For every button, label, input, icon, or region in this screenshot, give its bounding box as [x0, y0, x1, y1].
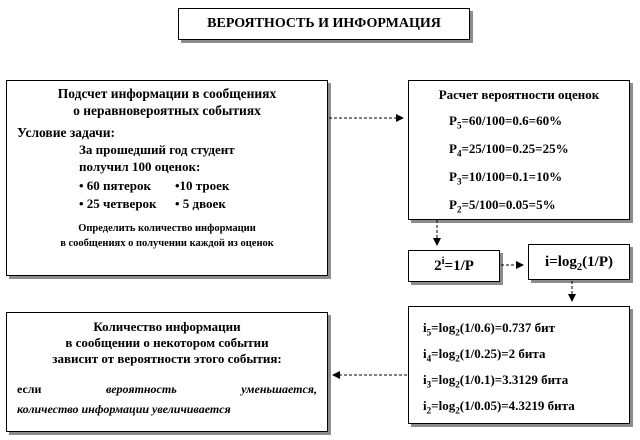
conclusion-word: если — [17, 382, 42, 396]
grades-list — [79, 177, 317, 213]
result-conclusion — [17, 379, 317, 419]
task-heading — [17, 85, 317, 119]
probability-row: $P_5=60/100=0.6=60\%$ — [449, 113, 563, 131]
probability-row: $P_2=5/100=0.05=5\%$ — [449, 197, 556, 215]
statement-line2: получил 100 оценок: — [79, 159, 201, 174]
information-row: $i_5=\log_2(1/0.6)=0.737$ бит — [423, 320, 556, 338]
log-formula: $i=\log_2(1/P)$ — [545, 253, 613, 273]
information-row: $i_4=\log_2(1/0.25)=2$ бита — [423, 346, 546, 364]
task-question — [17, 221, 317, 251]
grade-item: •10 троек — [175, 178, 230, 193]
probability-row: $P_3=10/100=0.1=10\%$ — [449, 169, 563, 187]
probability-box — [408, 80, 630, 220]
result-heading-line2: в сообщении о некотором событии — [65, 335, 269, 350]
log-formula-box — [528, 244, 630, 280]
conclusion-word: вероятность — [106, 382, 177, 396]
exponent-formula-box — [408, 250, 500, 282]
grade-item: • 25 четверок — [79, 196, 157, 211]
task-box — [6, 80, 328, 276]
question-line2: в сообщениях о получении каждой из оценок — [60, 238, 274, 249]
question-line1: Определить количество информации — [78, 223, 256, 234]
result-heading-line3: зависит от вероятности этого события: — [52, 351, 282, 366]
conclusion-line2: количество информации увеличивается — [17, 402, 231, 416]
information-row: $i_3=\log_2(1/0.1)=3.3129$ бита — [423, 372, 569, 390]
result-heading — [17, 319, 317, 367]
grade-item: • 60 пятерок — [79, 178, 151, 193]
result-heading-line1: Количество информации — [93, 319, 241, 334]
information-box — [408, 306, 630, 424]
information-row: $i_2=\log_2(1/0.05)=4.3219$ бита — [423, 398, 575, 416]
task-heading-line1: Подсчет информации в сообщениях — [57, 86, 277, 101]
condition-label: Условие задачи: — [17, 125, 115, 140]
grade-item: • 5 двоек — [175, 196, 226, 211]
page-title: ВЕРОЯТНОСТЬ И ИНФОРМАЦИЯ — [207, 16, 441, 31]
probability-heading: Расчет вероятности оценок — [438, 87, 600, 102]
probability-row: $P_4=25/100=0.25=25\%$ — [449, 141, 569, 159]
exponent-formula: $2^i=1/P$ — [434, 255, 474, 274]
statement-line1: За прошедший год студент — [79, 142, 235, 157]
title-box — [178, 8, 470, 40]
task-heading-line2: о неравновероятных событиях — [73, 103, 261, 118]
result-box — [6, 312, 328, 432]
conclusion-word: уменьшается, — [241, 382, 317, 396]
